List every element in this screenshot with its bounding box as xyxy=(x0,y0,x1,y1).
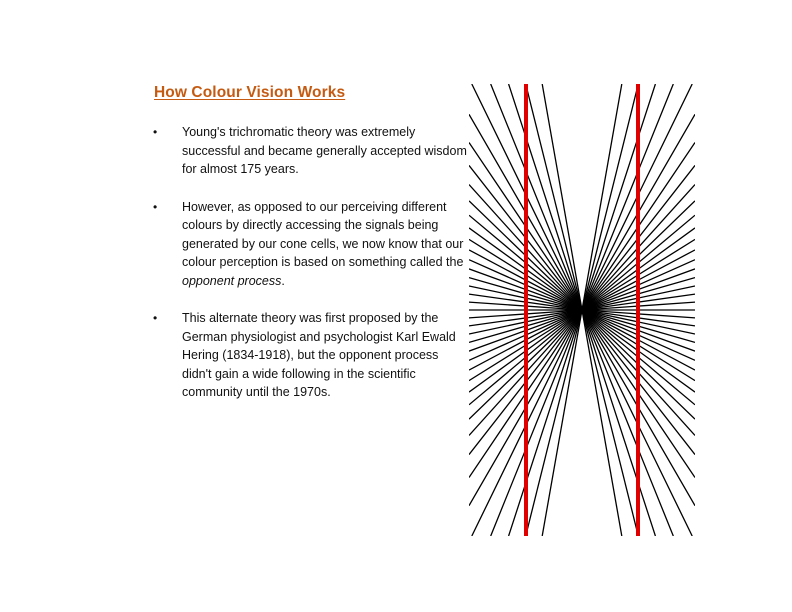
bullet-text xyxy=(182,309,468,402)
illusion-ray xyxy=(526,310,582,536)
slide-title: How Colour Vision Works xyxy=(154,84,346,101)
hering-illusion xyxy=(469,84,695,536)
bullet-text-emphasis: opponent process xyxy=(182,273,282,288)
bullet-item xyxy=(148,309,468,402)
bullet-dot: • xyxy=(153,311,158,325)
bullet-item xyxy=(148,123,468,179)
illusion-ray xyxy=(526,84,582,310)
bullet-text xyxy=(182,198,468,291)
bullet-dot: • xyxy=(153,199,158,214)
bullet-text-main: This alternate theory was first proposed by the German physiologist and psychologist Karl Ewald Hering (1834-1918), but the opponent process didn't gain a wide following in the scientific community until the 1970s. xyxy=(182,311,456,399)
bullet-dot: • xyxy=(153,125,158,139)
bullet-text xyxy=(182,123,468,179)
bullet-text-main: However, as opposed to our perceiving different colours by directly accessing the signals being generated by our cone cells, we now know that our colour perception is based on something called the xyxy=(182,199,464,269)
illusion-ray xyxy=(582,84,638,310)
illusion-rays xyxy=(469,84,695,536)
bullet-text-main: Young's trichromatic theory was extremely successful and became generally accepted wisdom for almost 175 years. xyxy=(182,125,467,176)
bullet-list xyxy=(148,123,468,421)
bullet-text-end: . xyxy=(281,273,285,288)
illusion-ray xyxy=(582,310,638,536)
bullet-item xyxy=(148,198,468,291)
